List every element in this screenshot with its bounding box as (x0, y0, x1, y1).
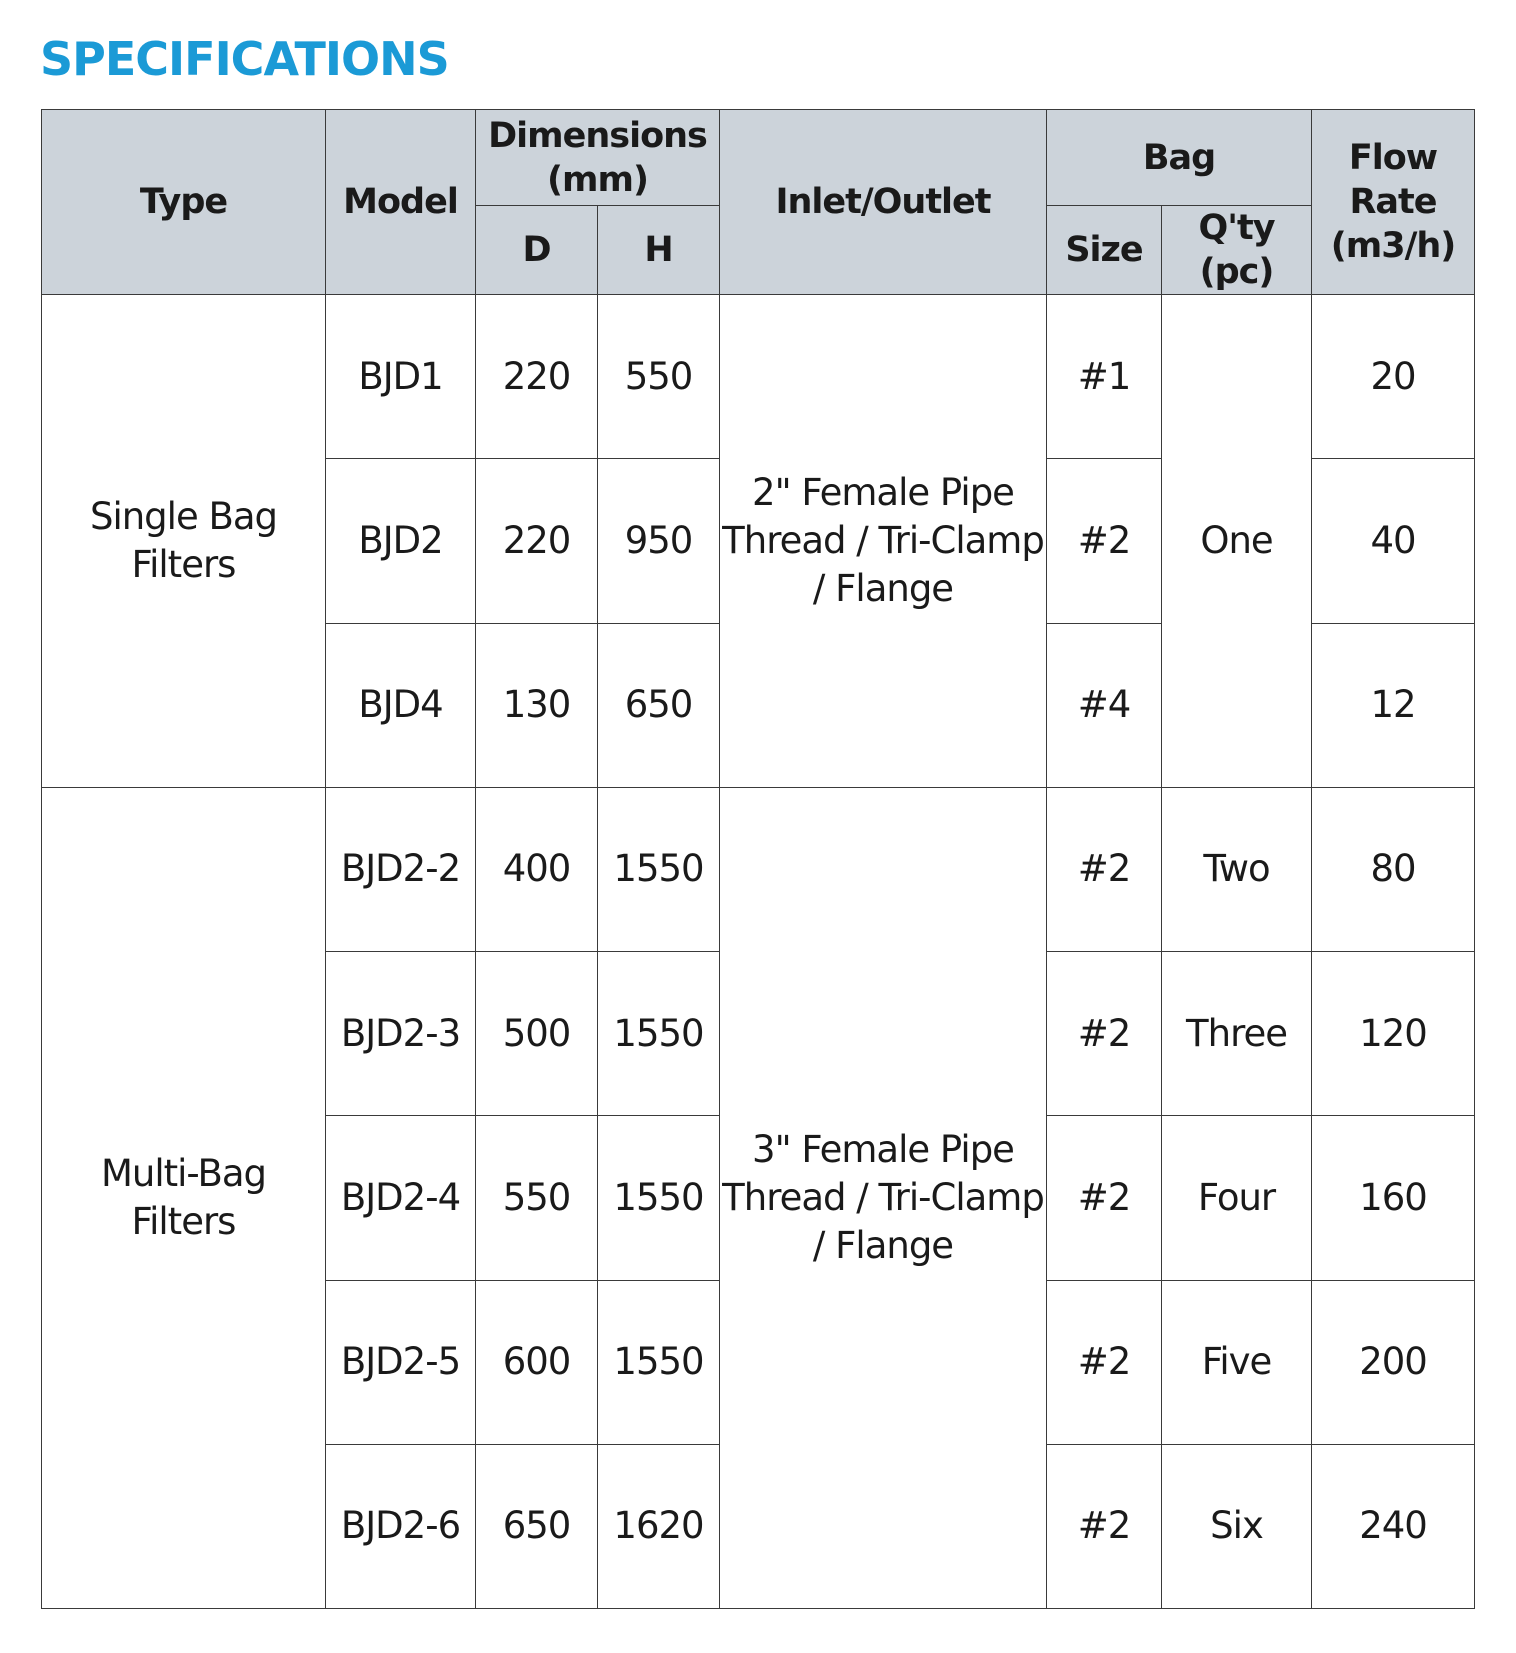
header-dimensions (476, 110, 720, 206)
model-cell: BJD1 (326, 295, 476, 459)
size-cell: #1 (1047, 295, 1162, 459)
d-cell: 400 (476, 787, 598, 951)
inlet-cell-multi (720, 787, 1047, 1608)
flow-cell: 12 (1312, 623, 1475, 787)
flow-cell: 240 (1312, 1444, 1475, 1608)
inlet-line: 3" Female Pipe (752, 1127, 1014, 1171)
d-cell: 220 (476, 295, 598, 459)
h-cell: 650 (598, 623, 720, 787)
h-cell: 1550 (598, 952, 720, 1116)
table-row (42, 787, 1475, 951)
header-d: D (476, 206, 598, 295)
h-cell: 1620 (598, 1444, 720, 1608)
header-flow-rate (1312, 110, 1475, 295)
size-cell: #4 (1047, 623, 1162, 787)
type-label: Filters (131, 1199, 236, 1243)
d-cell: 600 (476, 1280, 598, 1444)
model-cell: BJD2-5 (326, 1280, 476, 1444)
h-cell: 1550 (598, 1280, 720, 1444)
model-cell: BJD2-3 (326, 952, 476, 1116)
specifications-table (41, 109, 1475, 1609)
header-size: Size (1047, 206, 1162, 295)
qty-cell: Two (1162, 787, 1312, 951)
qty-cell: Five (1162, 1280, 1312, 1444)
model-cell: BJD2 (326, 459, 476, 623)
header-bag: Bag (1047, 110, 1312, 206)
h-cell: 1550 (598, 1116, 720, 1280)
type-cell-multi (42, 787, 326, 1608)
inlet-line: 2" Female Pipe (752, 470, 1014, 514)
table-row (42, 295, 1475, 459)
h-cell: 950 (598, 459, 720, 623)
inlet-line: Thread / Tri-Clamp (722, 518, 1044, 562)
flow-cell: 40 (1312, 459, 1475, 623)
model-cell: BJD4 (326, 623, 476, 787)
h-cell: 550 (598, 295, 720, 459)
inlet-cell-single (720, 295, 1047, 788)
type-label: Single Bag Filters (89, 494, 278, 586)
flow-cell: 200 (1312, 1280, 1475, 1444)
type-cell-single (42, 295, 326, 788)
header-qty: Q'ty (pc) (1162, 206, 1312, 295)
flow-cell: 80 (1312, 787, 1475, 951)
d-cell: 130 (476, 623, 598, 787)
size-cell: #2 (1047, 1280, 1162, 1444)
header-inlet-outlet: Inlet/Outlet (720, 110, 1047, 295)
qty-cell-single: One (1162, 295, 1312, 788)
header-h: H (598, 206, 720, 295)
size-cell: #2 (1047, 952, 1162, 1116)
page-title: SPECIFICATIONS (40, 32, 449, 86)
qty-cell: Three (1162, 952, 1312, 1116)
d-cell: 500 (476, 952, 598, 1116)
header-flow-line2: Rate (1349, 182, 1437, 222)
d-cell: 650 (476, 1444, 598, 1608)
header-model: Model (326, 110, 476, 295)
size-cell: #2 (1047, 1444, 1162, 1608)
flow-cell: 20 (1312, 295, 1475, 459)
d-cell: 220 (476, 459, 598, 623)
model-cell: BJD2-2 (326, 787, 476, 951)
type-label: Multi-Bag (100, 1151, 266, 1195)
flow-cell: 120 (1312, 952, 1475, 1116)
qty-cell: Four (1162, 1116, 1312, 1280)
qty-cell: Six (1162, 1444, 1312, 1608)
size-cell: #2 (1047, 1116, 1162, 1280)
model-cell: BJD2-6 (326, 1444, 476, 1608)
size-cell: #2 (1047, 459, 1162, 623)
header-dimensions-unit: (mm) (547, 159, 648, 200)
header-flow-line3: (m3/h) (1330, 226, 1456, 266)
model-cell: BJD2-4 (326, 1116, 476, 1280)
header-type: Type (42, 110, 326, 295)
inlet-line: Thread / Tri-Clamp (722, 1175, 1044, 1219)
header-dimensions-label: Dimensions (488, 115, 707, 156)
d-cell: 550 (476, 1116, 598, 1280)
inlet-line: / Flange (812, 1223, 954, 1267)
size-cell: #2 (1047, 787, 1162, 951)
inlet-line: / Flange (812, 566, 954, 610)
header-flow-line1: Flow (1348, 138, 1438, 178)
h-cell: 1550 (598, 787, 720, 951)
flow-cell: 160 (1312, 1116, 1475, 1280)
